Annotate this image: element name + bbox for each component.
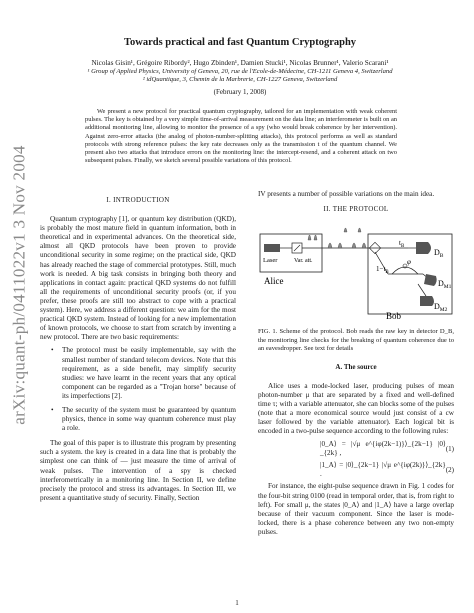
equation-1-body: |0_A⟩ = |√μ e^{iφ(2k−1)}⟩_{2k−1} |0⟩_{2k} , [320, 440, 446, 458]
pulse-6 [314, 235, 317, 240]
section-heading-protocol: II. THE PROTOCOL [323, 205, 389, 214]
pulse-1 [328, 243, 332, 248]
alice-label: Alice [264, 276, 284, 287]
equation-2-number: (2) [445, 465, 454, 474]
intro-paragraph-1: Quantum cryptography [1], or quantum key distribution (QKD), is probably the most mature field in quantum information, both in theoretical and in experimental advances. On the theoretical side, almost all QKD protocols have been proven to provide unconditional security in some regime; on the practical side, QKD has already reached the stage of commercial prototypes. Still, much work is needed. A big task consists in bringing both theory and applications in contact again: practical QKD systems do not fulfill all the requirements of unconditional security proofs (or, if you prefer, these proofs are still too abstract to cope with a practical system). Here, we address a different question: we aim for the most practical QKD system. Instead of looking for a new implementation of known protocols, we choose to start from scratch by inventing a new protocol. There are two basic requirements: [40, 215, 236, 342]
dm2-label: $D_{M2}$ [434, 302, 448, 314]
section-heading-introduction: I. INTRODUCTION [106, 196, 170, 204]
db-label: $D_B$ [434, 248, 444, 260]
pulse-4 [362, 243, 366, 248]
laser-block [264, 244, 280, 252]
bob-label: Bob [386, 311, 402, 322]
pulse-8 [358, 228, 361, 232]
affiliation-2: ² idQuantique, 3, Chemin de la Marbrerie, CH-1227 Geneva, Switzerland [142, 76, 338, 84]
requirement-item-2: • The security of the system must be guaranteed by quantum physics, thence in some way quantum coherence must play a role. [62, 406, 236, 433]
requirements-list [40, 346, 236, 433]
requirement-item-1: • The protocol must be easily implementable, say with the smallest number of standard telecom devices. Note that this requirement, as a side benefit, may simplify security studies: we have learnt in the recent years that any optical component can be regarded as a "Trojan horse" because of its imperfections [2]. [62, 346, 236, 401]
pulse-7 [344, 228, 347, 232]
onemtb-label: $1-t_B$ [376, 265, 389, 276]
pulse-5 [308, 235, 311, 240]
figure-caption: FIG. 1. Scheme of the protocol. Bob reads the raw key in detector D_B, the monitoring line checks for the breaking of quantum coherence due to an eavesdropper. See text for details [258, 328, 454, 352]
protocol-scheme-figure [258, 224, 454, 324]
arxiv-identifier-stamp [5, 120, 35, 450]
right-column [258, 190, 454, 541]
source-paragraph-1: Alice uses a mode-locked laser, producing pulses of mean photon-number μ that are separated by a fixed and well-defined time τ; with a variable attenuator, she can blocks some of the pulses (note that a more economical source would just consist of a cw laser followed by the variable attenuator). Each logical bit is encoded in a two-pulse sequence according to the following rules: [258, 381, 454, 435]
detector-dm1 [424, 274, 437, 286]
equation-2-body: |1_A⟩ = |0⟩_{2k−1} |√μ e^{iφ(2k)}⟩_{2k} . [320, 461, 446, 479]
affiliation-1: ¹ Group of Applied Physics, University of Geneva, 20, rue de l'Ecole-de-Médecine, CH-1211 Geneva 4, Switzerland [87, 68, 393, 75]
equation-1 [258, 440, 454, 458]
paper-date: (February 1, 2008) [213, 88, 267, 96]
dm1-label: $D_{M1}$ [438, 279, 452, 291]
tb-label: $t_B$ [399, 239, 405, 250]
author-list: Nicolas Gisin¹, Grégoire Ribordy², Hugo Zbinden¹, Damien Stucki¹, Nicolas Brunner¹, Valerio Scarani¹ [91, 59, 389, 67]
protocol-scheme-diagram [258, 224, 454, 324]
arxiv-id-text: arXiv:quant-ph/0411022v1 3 Nov 2004 [10, 145, 30, 425]
detector-db [416, 242, 431, 254]
intro-paragraph-2: The goal of this paper is to illustrate this program by presenting such a system. the key is created in a data line that is probably the simplest one can think of — just measure the time of arrival of weak pulses. The intervention of a spy is checked interferometrically in a monitoring line. In Section II, we define precisely the protocol and stress its advantages. In Section III, we present a quantitative study of security. Finally, Section [40, 439, 236, 502]
equation-2 [258, 461, 454, 479]
alice-box [260, 234, 322, 272]
subsection-heading-source: A. The source [335, 363, 377, 372]
attenuator-label: Var. att. [294, 258, 313, 265]
source-paragraph-2: For instance, the eight-pulse sequence drawn in Fig. 1 codes for the four-bit string 0100 (read in temporal order, that is, from right to left). For small μ, the states |0_A⟩ and |1_A⟩ have a large overlap because of their vacuum component. Since the laser is mode-locked, there is a phase coherence between any two non-empty pulses. [258, 482, 454, 536]
dm2-fiber [418, 284, 426, 296]
affiliations [50, 68, 430, 84]
detector-dm2 [420, 296, 434, 306]
laser-label: Laser [263, 257, 278, 265]
paper-title: Towards practical and fast Quantum Cryptography [123, 37, 357, 48]
attenuator-arrow [294, 245, 300, 251]
pulse-train [328, 243, 366, 248]
left-column [40, 190, 236, 507]
abstract: We present a new protocol for practical quantum cryptography, tailored for an implementation with weak coherent pulses. The key is obtained by a very simple time-of-arrival measurement on the data line; an interferometer is built on an additional monitoring line, allowing to monitor the presence of a spy (who would break coherence by her intervention). Against zero-error attacks (the analog of photon-number-splitting attacks), this protocol performs as well as standard protocols with strong reference pulses: the key rate decreases only as the transmission t of the quantum channel. We present also two attacks that introduce errors on the monitoring line: the intercept-resend, and a coherent attack on two subsequent pulses. Finally, we sketch several possible variations of this protocol. [85, 108, 397, 165]
equation-1-number: (1) [445, 444, 454, 453]
pulse-2 [338, 243, 342, 248]
intro-tail-paragraph: IV presents a number of possible variations on the main idea. [258, 190, 435, 198]
page-number: 1 [235, 599, 239, 607]
phi-label: φ [407, 258, 411, 267]
pulse-3 [352, 243, 356, 248]
